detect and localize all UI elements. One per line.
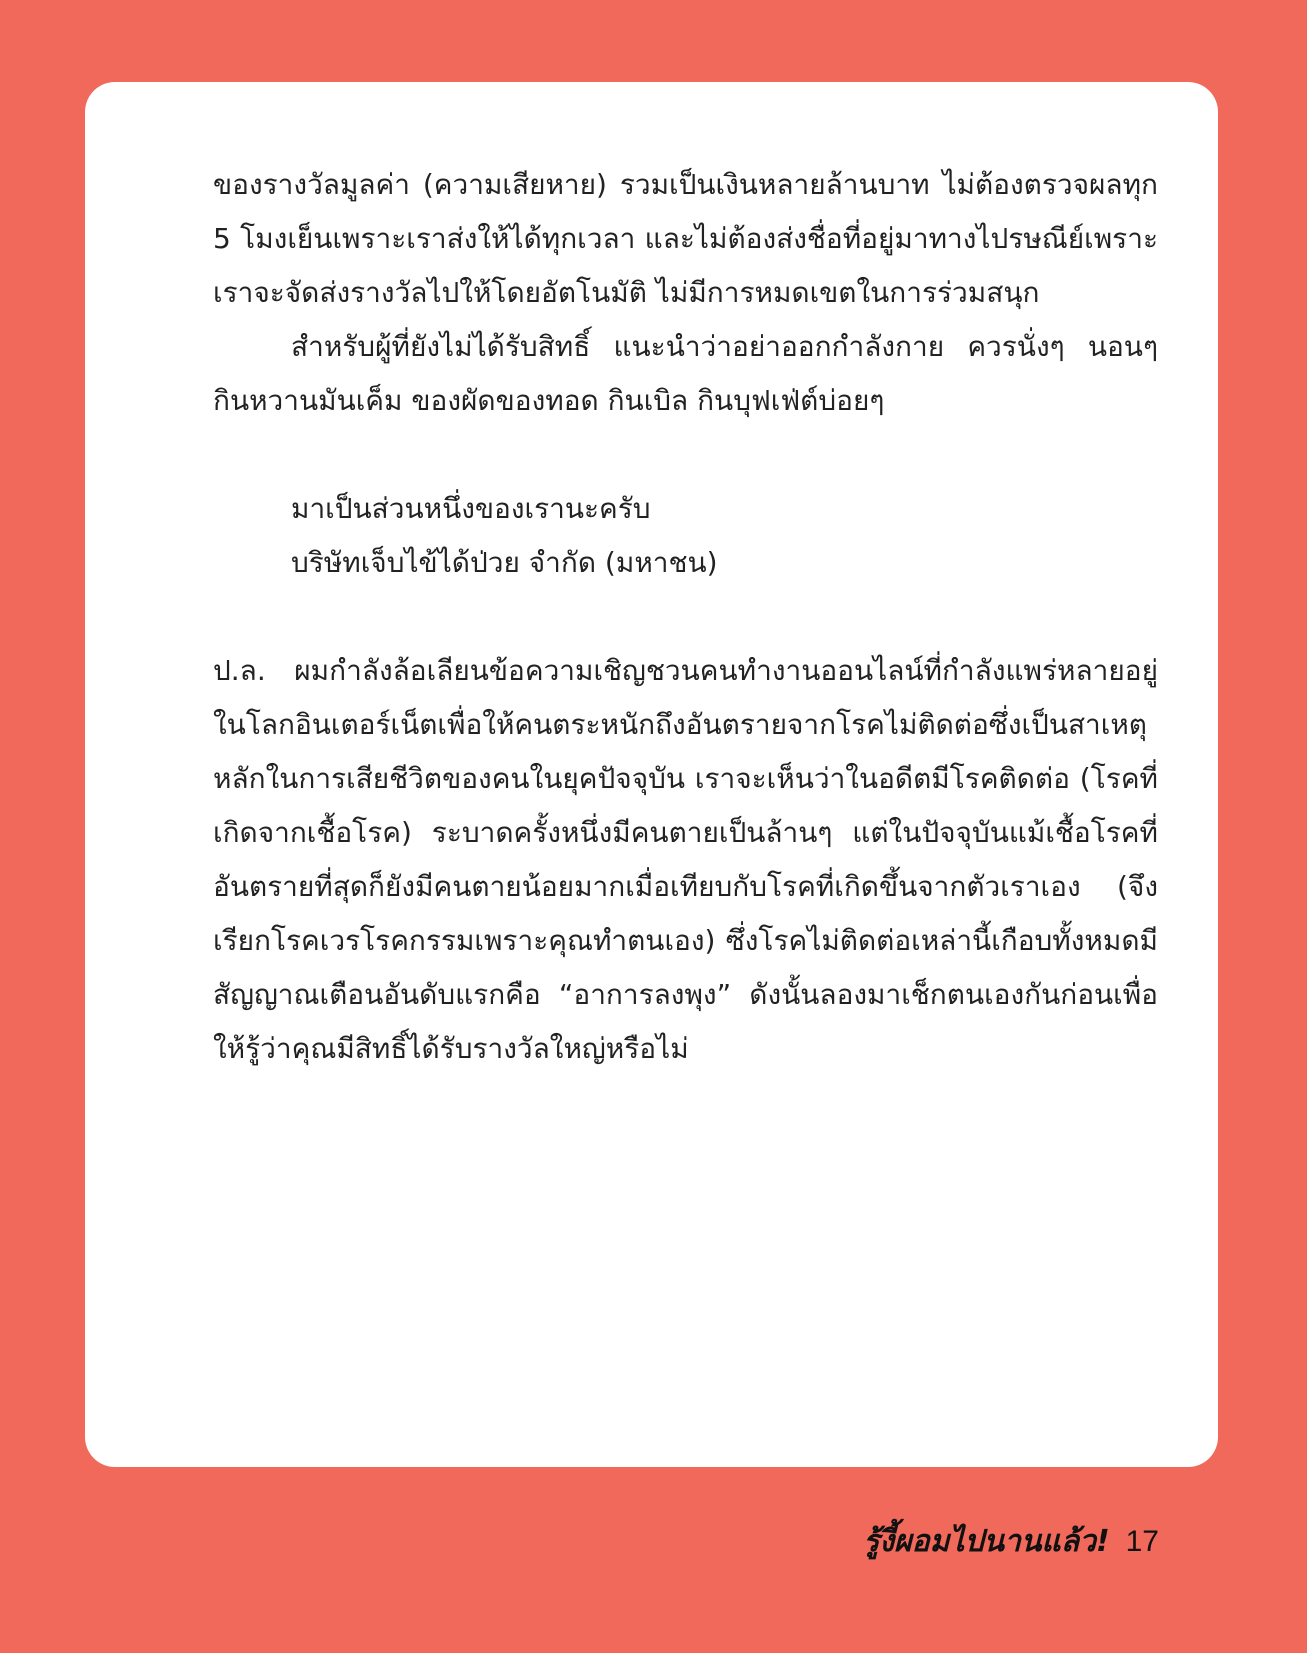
postscript-paragraph: ป.ล. ผมกำลังล้อเลียนข้อความเชิญชวนคนทำงานออนไลน์ที่กำลังแพร่หลายอยู่ในโลกอินเตอร์เน็ตเพื่อให้คนตระหนักถึงอันตรายจากโรคไม่ติดต่อซึ่งเป็นสาเหตุหลักในการเสียชีวิตของคนในยุคปัจจุบัน เราจะเห็นว่าในอดีตมีโรคติดต่อ (โรคที่เกิดจากเชื้อโรค) ระบาดครั้งหนึ่งมีคนตายเป็นล้านๆ แต่ในปัจจุบันแม้เชื้อโรคที่อันตรายที่สุดก็ยังมีคนตายน้อยมากเมื่อเทียบกับโรคที่เกิดขึ้นจากตัวเราเอง (จึงเรียกโรคเวรโรคกรรมเพราะคุณทำตนเอง) ซึ่งโรคไม่ติดต่อเหล่านี้เกือบทั้งหมดมีสัญญาณเตือนอันดับแรกคือ “อาการลงพุง” ดังนั้นลองมาเช็กตนเองกันก่อนเพื่อให้รู้ว่าคุณมีสิทธิ์ได้รับรางวัลใหญ่หรือไม่ xyxy=(213,654,1158,1065)
page-number: 17 xyxy=(1125,1525,1159,1558)
page-body xyxy=(213,158,1158,1076)
spacer xyxy=(213,590,1158,644)
signoff-invitation: มาเป็นส่วนหนึ่งของเรานะครับ xyxy=(291,492,651,525)
page-footer xyxy=(863,1518,1159,1565)
signoff-company: บริษัทเจ็บไข้ได้ป่วย จำกัด (มหาชน) xyxy=(291,546,718,579)
book-title: รู้งี้ผอมไปนานแล้ว! xyxy=(863,1524,1110,1559)
spacer xyxy=(213,428,1158,482)
paragraph-prize-details: ของรางวัลมูลค่า (ความเสียหาย) รวมเป็นเงินหลายล้านบาท ไม่ต้องตรวจผลทุก 5 โมงเย็นเพราะเราส่งให้ได้ทุกเวลา และไม่ต้องส่งชื่อที่อยู่มาทางไปรษณีย์เพราะเราจะจัดส่งรางวัลไปให้โดยอัตโนมัติ ไม่มีการหมดเขตในการร่วมสนุก xyxy=(213,168,1158,309)
paragraph-eligibility: สำหรับผู้ที่ยังไม่ได้รับสิทธิ์ แนะนำว่าอย่าออกกำลังกาย ควรนั่งๆ นอนๆ กินหวานมันเค็ม ของผัดของทอด กินเบิล กินบุฟเฟ่ต์บ่อยๆ xyxy=(213,330,1158,417)
